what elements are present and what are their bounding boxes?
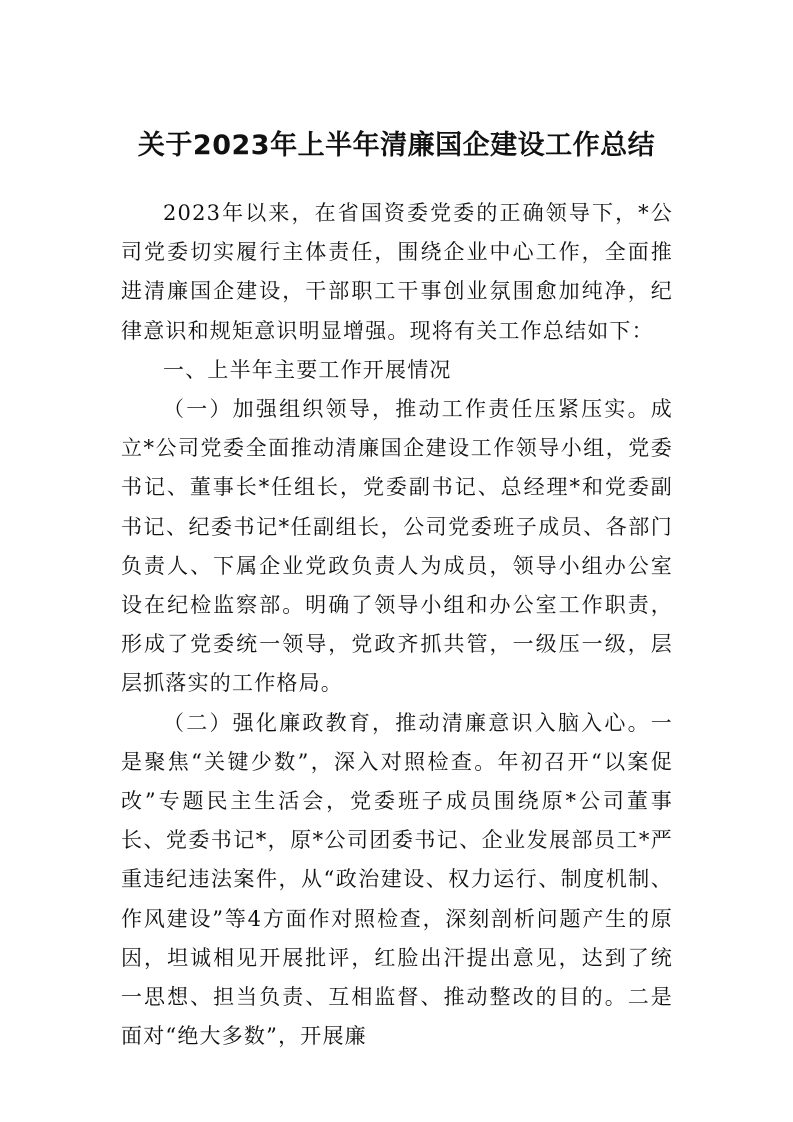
paragraph-intro: 2023年以来，在省国资委党委的正确领导下，*公司党委切实履行主体责任，围绕企业中心工作，全面推进清廉国企建设，干部职工干事创业氛围愈加纯净，纪律意识和规矩意识明显增强。现将有关工作总结如下： [121,201,673,343]
document-title: 关于2023年上半年清廉国企建设工作总结 [137,130,656,161]
paragraph-item-1: （一）加强组织领导，推动工作责任压紧压实。成立*公司党委全面推动清廉国企建设工作领导小组，党委书记、董事长*任组长，党委副书记、总经理*和党委副书记、纪委书记*任副组长，公司党委班子成员、各部门负责人、下属企业党政负责人为成员，领导小组办公室设在纪检监察部。明确了领导小组和办公室工作职责，形成了党委统一领导，党政齐抓共管，一级压一级，层层抓落实的工作格局。 [121,397,673,696]
document-body [121,194,673,1056]
paragraph-item-2: （二）强化廉政教育，推动清廉意识入脑入心。一是聚焦“关键少数”，深入对照检查。年初召开“以案促改”专题民主生活会，党委班子成员围绕原*公司董事长、党委书记*，原*公司团委书记、企业发展部员工*严重违纪违法案件，从“政治建设、权力运行、制度机制、作风建设”等4方面作对照检查，深刻剖析问题产生的原因，坦诚相见开展批评，红脸出汗提出意见，达到了统一思想、担当负责、互相监督、推动整改的目的。二是面对“绝大多数”，开展廉 [121,710,673,1049]
section-heading-1: 一、上半年主要工作开展情况 [163,357,452,382]
